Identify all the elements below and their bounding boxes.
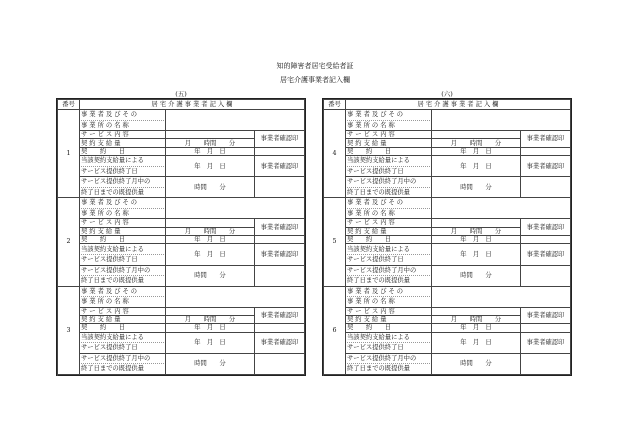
end-date-value[interactable]: 年 月 日	[166, 332, 255, 353]
contract-amount-value[interactable]: 月 時間 分	[166, 227, 255, 235]
confirm-stamp-label: 事業者確認印	[520, 131, 570, 148]
document-subtitle: 居宅介護事業者記入欄	[280, 76, 350, 84]
service-label: サ ー ビ ス 内 容	[80, 307, 166, 315]
confirm-stamp-box[interactable]	[520, 324, 570, 332]
contract-amount-value[interactable]: 月 時間 分	[432, 227, 521, 235]
row-number: 3	[58, 286, 80, 374]
contract-date-value[interactable]: 年 月 日	[432, 236, 521, 244]
remaining-amount-label: サービス提供終了月中の 終了日までの既提供量	[346, 353, 432, 374]
confirm-stamp-label: 事業者確認印	[254, 219, 304, 236]
remaining-amount-label: サービス提供終了月中の 終了日までの既提供量	[346, 265, 432, 286]
confirm-stamp-label: 事業者確認印	[254, 131, 304, 148]
end-date-label: 当該契約支給量による サービス提供終了日	[80, 244, 166, 265]
provider-name-label: 事 業 者 及 び そ の 事 業 所 の 名 称	[80, 110, 166, 131]
contract-date-value[interactable]: 年 月 日	[166, 324, 255, 332]
confirm-stamp-label: 事業者確認印	[520, 332, 570, 353]
service-field[interactable]	[432, 131, 521, 139]
contract-amount-value[interactable]: 月 時間 分	[432, 316, 521, 324]
provider-name-label: 事 業 者 及 び そ の 事 業 所 の 名 称	[346, 198, 432, 219]
row-number: 2	[58, 198, 80, 286]
row-number: 6	[324, 286, 346, 374]
remaining-amount-value[interactable]: 時間 分	[166, 177, 255, 198]
confirm-stamp-box[interactable]	[520, 236, 570, 244]
contract-date-label: 契 約 日	[346, 147, 432, 155]
contract-amount-value[interactable]: 月 時間 分	[166, 316, 255, 324]
end-date-value[interactable]: 年 月 日	[432, 156, 521, 177]
panel-label: (五)	[175, 90, 187, 98]
end-date-value[interactable]: 年 月 日	[166, 156, 255, 177]
confirm-stamp-label: 事業者確認印	[254, 307, 304, 324]
number-header: 番号	[58, 100, 80, 110]
service-label: サ ー ビ ス 内 容	[80, 131, 166, 139]
contract-date-value[interactable]: 年 月 日	[432, 147, 521, 155]
service-field[interactable]	[432, 307, 521, 315]
end-date-label: 当該契約支給量による サービス提供終了日	[80, 332, 166, 353]
contract-amount-label: 契 約 支 給 量	[80, 227, 166, 235]
provider-name-field[interactable]	[432, 110, 571, 131]
end-date-value[interactable]: 年 月 日	[432, 332, 521, 353]
confirm-stamp-label: 事業者確認印	[254, 332, 304, 353]
end-date-label: 当該契約支給量による サービス提供終了日	[80, 156, 166, 177]
form-panel	[322, 98, 572, 376]
service-field[interactable]	[166, 219, 255, 227]
contract-date-label: 契 約 日	[346, 324, 432, 332]
contract-date-value[interactable]: 年 月 日	[166, 236, 255, 244]
confirm-stamp-label: 事業者確認印	[254, 244, 304, 265]
confirm-stamp-label: 事業者確認印	[254, 156, 304, 177]
confirm-stamp-label: 事業者確認印	[520, 156, 570, 177]
contract-amount-label: 契 約 支 給 量	[346, 139, 432, 147]
confirm-stamp-box[interactable]	[520, 177, 570, 198]
row-number: 5	[324, 198, 346, 286]
end-date-label: 当該契約支給量による サービス提供終了日	[346, 156, 432, 177]
confirm-stamp-label: 事業者確認印	[520, 307, 570, 324]
confirm-stamp-box[interactable]	[520, 147, 570, 155]
remaining-amount-value[interactable]: 時間 分	[432, 353, 521, 374]
panel-label: (六)	[441, 90, 453, 98]
contract-amount-value[interactable]: 月 時間 分	[432, 139, 521, 147]
contract-date-label: 契 約 日	[80, 236, 166, 244]
confirm-stamp-label: 事業者確認印	[520, 219, 570, 236]
remaining-amount-label: サービス提供終了月中の 終了日までの既提供量	[80, 177, 166, 198]
contract-amount-label: 契 約 支 給 量	[346, 316, 432, 324]
confirm-stamp-box[interactable]	[254, 324, 304, 332]
remaining-amount-value[interactable]: 時間 分	[166, 265, 255, 286]
provider-name-field[interactable]	[432, 286, 571, 307]
remaining-amount-label: サービス提供終了月中の 終了日までの既提供量	[346, 177, 432, 198]
end-date-label: 当該契約支給量による サービス提供終了日	[346, 244, 432, 265]
end-date-value[interactable]: 年 月 日	[432, 244, 521, 265]
contract-date-label: 契 約 日	[80, 324, 166, 332]
row-number: 1	[58, 110, 80, 198]
service-field[interactable]	[166, 307, 255, 315]
entry-table	[323, 99, 571, 375]
confirm-stamp-box[interactable]	[520, 353, 570, 374]
service-field[interactable]	[432, 219, 521, 227]
end-date-label: 当該契約支給量による サービス提供終了日	[346, 332, 432, 353]
remaining-amount-value[interactable]: 時間 分	[432, 265, 521, 286]
provider-name-label: 事 業 者 及 び そ の 事 業 所 の 名 称	[346, 286, 432, 307]
provider-name-field[interactable]	[432, 198, 571, 219]
contract-date-label: 契 約 日	[346, 236, 432, 244]
confirm-stamp-label: 事業者確認印	[520, 244, 570, 265]
contract-amount-label: 契 約 支 給 量	[80, 316, 166, 324]
service-label: サ ー ビ ス 内 容	[346, 219, 432, 227]
number-header: 番号	[324, 100, 346, 110]
contract-amount-label: 契 約 支 給 量	[80, 139, 166, 147]
entry-header: 居 宅 介 護 事 業 者 記 入 欄	[80, 100, 305, 110]
service-label: サ ー ビ ス 内 容	[80, 219, 166, 227]
form-panel	[56, 98, 306, 376]
confirm-stamp-box[interactable]	[254, 147, 304, 155]
remaining-amount-value[interactable]: 時間 分	[432, 177, 521, 198]
entry-header: 居 宅 介 護 事 業 者 記 入 欄	[346, 100, 571, 110]
provider-name-label: 事 業 者 及 び そ の 事 業 所 の 名 称	[80, 286, 166, 307]
provider-name-field[interactable]	[166, 198, 305, 219]
provider-name-field[interactable]	[166, 286, 305, 307]
service-label: サ ー ビ ス 内 容	[346, 131, 432, 139]
provider-name-field[interactable]	[166, 110, 305, 131]
end-date-value[interactable]: 年 月 日	[166, 244, 255, 265]
provider-name-label: 事 業 者 及 び そ の 事 業 所 の 名 称	[80, 198, 166, 219]
remaining-amount-label: サービス提供終了月中の 終了日までの既提供量	[80, 353, 166, 374]
document-title: 知的障害者居宅受給者証	[276, 62, 354, 70]
provider-name-label: 事 業 者 及 び そ の 事 業 所 の 名 称	[346, 110, 432, 131]
contract-date-label: 契 約 日	[80, 147, 166, 155]
confirm-stamp-box[interactable]	[254, 177, 304, 198]
service-label: サ ー ビ ス 内 容	[346, 307, 432, 315]
row-number: 4	[324, 110, 346, 198]
contract-date-value[interactable]: 年 月 日	[432, 324, 521, 332]
confirm-stamp-box[interactable]	[520, 265, 570, 286]
remaining-amount-label: サービス提供終了月中の 終了日までの既提供量	[80, 265, 166, 286]
contract-amount-value[interactable]: 月 時間 分	[166, 139, 255, 147]
contract-date-value[interactable]: 年 月 日	[166, 147, 255, 155]
contract-amount-label: 契 約 支 給 量	[346, 227, 432, 235]
confirm-stamp-box[interactable]	[254, 265, 304, 286]
confirm-stamp-box[interactable]	[254, 353, 304, 374]
entry-table	[57, 99, 305, 375]
confirm-stamp-box[interactable]	[254, 236, 304, 244]
service-field[interactable]	[166, 131, 255, 139]
remaining-amount-value[interactable]: 時間 分	[166, 353, 255, 374]
